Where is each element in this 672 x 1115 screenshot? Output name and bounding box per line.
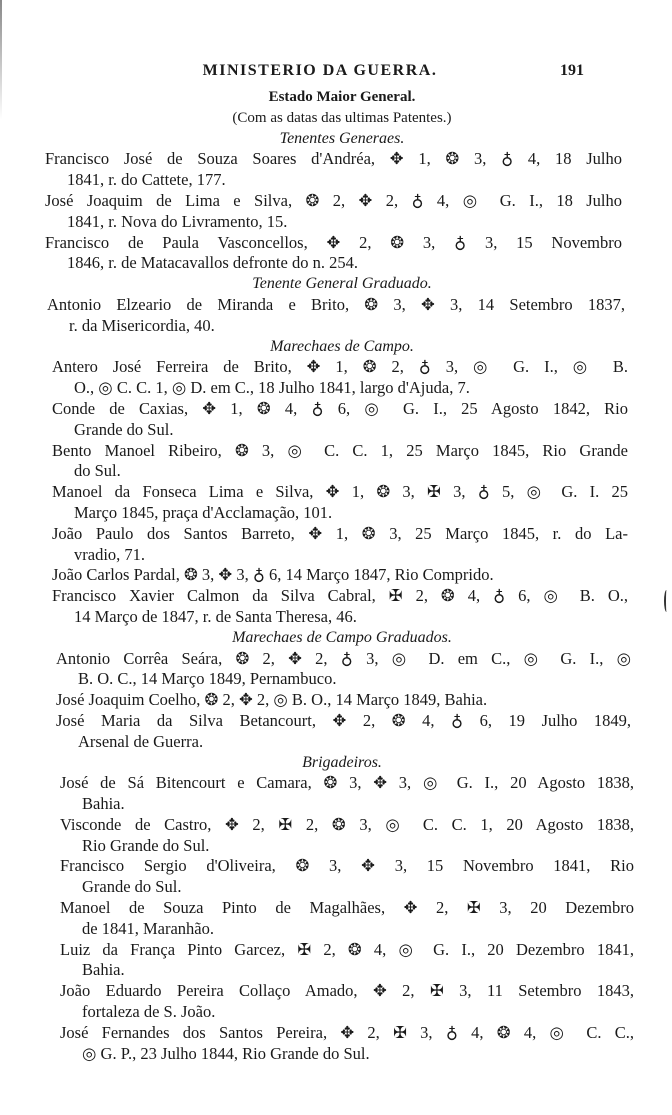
page-body [0, 87, 672, 1064]
section-heading: Marechaes de Campo Graduados. [232, 628, 452, 646]
entry-continuation-line: vradio, 71. [74, 544, 146, 564]
entry-continuation-line: 1841, r. do Cattete, 177. [67, 170, 226, 190]
entry-continuation-line: 1841, r. Nova do Livramento, 15. [67, 211, 288, 231]
running-head: MINISTERIO DA GUERRA. [202, 62, 438, 79]
entry-line: João Paulo dos Santos Barreto, ✥ 1, ❂ 3, 25 Março 1845, r. do La- [52, 523, 628, 543]
entry [0, 565, 672, 586]
entry [0, 649, 672, 691]
section-heading: Marechaes de Campo. [270, 337, 414, 355]
entry-continuation-line: r. da Misericordia, 40. [69, 315, 215, 335]
entry-line: Conde de Caxias, ✥ 1, ❂ 4, ♁ 6, ◎ G. I., 25 Agosto 1842, Rio [52, 398, 628, 418]
entry-line: João Carlos Pardal, ❂ 3, ✥ 3, ♁ 6, 14 Março 1847, Rio Comprido. [52, 565, 494, 585]
section-heading: Tenente General Graduado. [252, 275, 432, 293]
entry-line: José Joaquim de Lima e Silva, ❂ 2, ✥ 2, ♁ 4, ◎ G. I., 18 Julho [45, 190, 622, 210]
entry [0, 940, 672, 982]
entry-continuation-line: Bahia. [82, 794, 125, 814]
sections [0, 129, 672, 1065]
entry [0, 357, 672, 399]
entry-continuation-line: fortaleza de S. João. [82, 1002, 216, 1022]
entry-continuation-line: B. O. C., 14 Março 1849, Pernambuco. [78, 669, 337, 689]
entry [0, 856, 672, 898]
entry [0, 441, 672, 483]
entry-continuation-line: O., ◎ C. C. 1, ◎ D. em C., 18 Julho 1841, largo d'Ajuda, 7. [74, 378, 470, 398]
entry-continuation-line: Grande do Sul. [74, 419, 174, 439]
note: (Com as datas das ultimas Patentes.) [232, 109, 452, 126]
entry-line: Bento Manoel Ribeiro, ❂ 3, ◎ C. C. 1, 25 Março 1845, Rio Grande [52, 440, 628, 460]
entry [0, 981, 672, 1023]
entry-line: Visconde de Castro, ✥ 2, ✠ 2, ❂ 3, ◎ C. C. 1, 20 Agosto 1838, [60, 814, 634, 834]
entry-continuation-line: Março 1845, praça d'Acclamação, 101. [74, 502, 333, 522]
subtitle: Estado Maior General. [268, 89, 416, 105]
entry-line: José Joaquim Coelho, ❂ 2, ✥ 2, ◎ B. O., 14 Março 1849, Bahia. [56, 690, 488, 710]
entry-line: Francisco Sergio d'Oliveira, ❂ 3, ✥ 3, 15 Novembro 1841, Rio [60, 856, 634, 876]
page-number: 191 [560, 62, 584, 79]
entry-continuation-line: ◎ G. P., 23 Julho 1844, Rio Grande do Sul. [82, 1043, 370, 1063]
entry-line: Antonio Elzeario de Miranda e Brito, ❂ 3, ✥ 3, 14 Setembro 1837, [47, 294, 625, 314]
entry [0, 295, 672, 337]
entry-line: Antonio Corrêa Seára, ❂ 2, ✥ 2, ♁ 3, ◎ D. em C., ◎ G. I., ◎ [56, 648, 631, 668]
entry-continuation-line: de 1841, Maranhão. [82, 918, 214, 938]
entry-continuation-line: Rio Grande do Sul. [82, 835, 210, 855]
section-heading: Tenentes Generaes. [279, 129, 405, 147]
entry-continuation-line: do Sul. [74, 461, 121, 481]
entry-line: José de Sá Bitencourt e Camara, ❂ 3, ✥ 3, ◎ G. I., 20 Agosto 1838, [60, 773, 634, 793]
entry-line: José Maria da Silva Betancourt, ✥ 2, ❂ 4, ♁ 6, 19 Julho 1849, [56, 710, 631, 730]
entry [0, 233, 672, 275]
entry [0, 524, 672, 566]
entry-line: João Eduardo Pereira Collaço Amado, ✥ 2, ✠ 3, 11 Setembro 1843, [60, 981, 634, 1001]
entry [0, 1023, 672, 1065]
entry-continuation-line: Arsenal de Guerra. [78, 731, 204, 751]
entry-continuation-line: Grande do Sul. [82, 877, 182, 897]
entry [0, 711, 672, 753]
entry [0, 773, 672, 815]
entry-continuation-line: 14 Março de 1847, r. de Santa Theresa, 46. [74, 606, 357, 626]
entry-continuation-line: 1846, r. de Matacavallos defronte do n. 254. [67, 253, 358, 273]
entry-line: Manoel de Souza Pinto de Magalhães, ✥ 2, ✠ 3, 20 Dezembro [60, 898, 634, 918]
entry [0, 399, 672, 441]
entry [0, 482, 672, 524]
entry-line: Francisco Xavier Calmon da Silva Cabral, ✠ 2, ❂ 4, ♁ 6, ◎ B. O., [52, 586, 628, 606]
entry [0, 898, 672, 940]
entry-line: Francisco José de Souza Soares d'Andréa, ✥ 1, ❂ 3, ♁ 4, 18 Julho [45, 149, 622, 169]
entry-line: Francisco de Paula Vasconcellos, ✥ 2, ❂ 3, ♁ 3, 15 Novembro [45, 232, 622, 252]
margin-mark [664, 590, 669, 612]
entry [0, 690, 672, 711]
entry-line: Manoel da Fonseca Lima e Silva, ✥ 1, ❂ 3, ✠ 3, ♁ 5, ◎ G. I. 25 [52, 482, 628, 502]
entry [0, 815, 672, 857]
entry-line: Antero José Ferreira de Brito, ✥ 1, ❂ 2, ♁ 3, ◎ G. I., ◎ B. [52, 357, 628, 377]
section-heading: Brigadeiros. [302, 753, 382, 771]
entry [0, 191, 672, 233]
entry-line: Luiz da França Pinto Garcez, ✠ 2, ❂ 4, ◎ G. I., 20 Dezembro 1841, [60, 939, 634, 959]
entry [0, 586, 672, 628]
entry-continuation-line: Bahia. [82, 960, 125, 980]
page-header [0, 60, 672, 84]
entry-line: José Fernandes dos Santos Pereira, ✥ 2, ✠ 3, ♁ 4, ❂ 4, ◎ C. C., [60, 1022, 634, 1042]
entry [0, 149, 672, 191]
